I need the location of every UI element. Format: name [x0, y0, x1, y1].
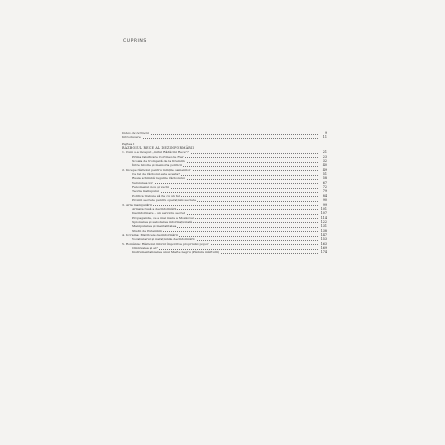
- toc-entry-title: RĂZBOIUL RECE AL DEZINFORMĂRII: [122, 146, 194, 151]
- toc-entry-title: Scoala de trompetă de la Kremlin: [132, 159, 185, 164]
- toc-entry-title: Instrumentalizarea unui Marte negru (Pădure mărturii): [132, 250, 220, 255]
- toc-entry-title: Ce fel de războiul este acesta?: [132, 172, 180, 177]
- toc-entry-page-number: 138: [320, 228, 327, 233]
- toc-entry-page-number: 163: [320, 241, 327, 246]
- toc-entry[interactable]: [122, 250, 327, 254]
- toc-entry-page-number: 169: [320, 245, 327, 250]
- toc-entry-title: Promil secrete pentru operațiuni secrete: [132, 198, 197, 203]
- toc-entry-title: Fenomenul nou și vechi: [132, 185, 170, 190]
- toc-entry-title: Teoria Gallupului: [132, 189, 160, 194]
- toc-entry-page-number: 21: [322, 150, 327, 155]
- toc-entry[interactable]: [122, 135, 327, 139]
- toc-entry-title: 1. Cum s-a inceput „mitul Rădăcini Rece”?: [122, 150, 189, 155]
- toc-entry-page-number: 32: [322, 159, 327, 164]
- toc-entry-title: Partea I: [122, 141, 135, 146]
- toc-entry-page-number: 72: [322, 185, 327, 190]
- page-header: CUPRINS: [123, 39, 147, 44]
- toc-entry-page-number: 58: [322, 176, 327, 181]
- toc-entry-page-number: 131: [320, 224, 327, 229]
- toc-entry-page-number: 40: [322, 163, 327, 168]
- table-of-contents: [122, 131, 327, 255]
- toc-entry-page-number: 79: [322, 189, 327, 194]
- toc-entry-title: 5. România: Războiul hibrid împotriva propriului popor: [122, 241, 209, 246]
- toc-entry-title: 2. Incepe războiul pentru mințile oamenilor: [122, 167, 191, 172]
- toc-entry-title: Studii de Putemkin: [132, 228, 163, 233]
- toc-entry-title: Dezinformare – un serviciu secret: [132, 211, 186, 216]
- toc-entry-title: Propaganda, ce e mai mare a Moskovei: [132, 215, 194, 220]
- toc-entry-page-number: 122: [320, 219, 327, 224]
- toc-entry-page-number: 9: [324, 131, 327, 135]
- toc-entry-page-number: 114: [320, 215, 327, 220]
- toc-entry-page-number: 153: [320, 237, 327, 242]
- toc-entry-title: Versiunea lor: [132, 180, 153, 185]
- toc-entry-title: Rusia schimbă regulile războiului: [132, 176, 185, 181]
- toc-entry-title: Prima falsificare Cortinei de Fier: [132, 154, 184, 159]
- toc-entry-title: Politica trebuie să fie cu un fel: [132, 193, 180, 198]
- toc-entry-page-number: 23: [322, 154, 327, 159]
- toc-entry-page-number: 49: [322, 167, 327, 172]
- toc-entry-title: Introducere: [122, 135, 141, 140]
- toc-entry-title: Între Istorie și memoria politicii: [132, 163, 183, 168]
- toc-entry-title: 3. Arta manipulării: [122, 202, 152, 207]
- toc-entry-page-number: 174: [320, 250, 327, 255]
- toc-entry-page-number: 84: [322, 193, 327, 198]
- toc-entry-page-number: 101: [320, 206, 327, 211]
- toc-entry-title: 4. Ucraina: Matricele dezinformării: [122, 232, 178, 237]
- toc-entry-page-number: 107: [320, 211, 327, 216]
- toc-entry-title: Omnivalea și el?: [132, 245, 158, 250]
- toc-entry-page-number: 147: [320, 232, 327, 237]
- toc-entry-title: Spionarea și sabotarea informațională: [132, 219, 193, 224]
- toc-entry-title: Index de termeni: [122, 131, 149, 135]
- toc-entry-title: Armata rusă a dezinformării: [132, 206, 177, 211]
- toc-entry-page-number: 90: [322, 198, 327, 203]
- toc-entry-page-number: 67: [322, 180, 327, 185]
- toc-entry-page-number: 51: [322, 172, 327, 177]
- toc-entry-page-number: 99: [322, 202, 327, 207]
- toc-entry-page-number: 11: [322, 135, 327, 140]
- toc-entry-title: Manipularea și mentalitatea: [132, 224, 177, 229]
- toc-entry-title: Vocabularul și narațiunile dezinformării: [132, 237, 195, 242]
- leader-dots: [124, 138, 318, 139]
